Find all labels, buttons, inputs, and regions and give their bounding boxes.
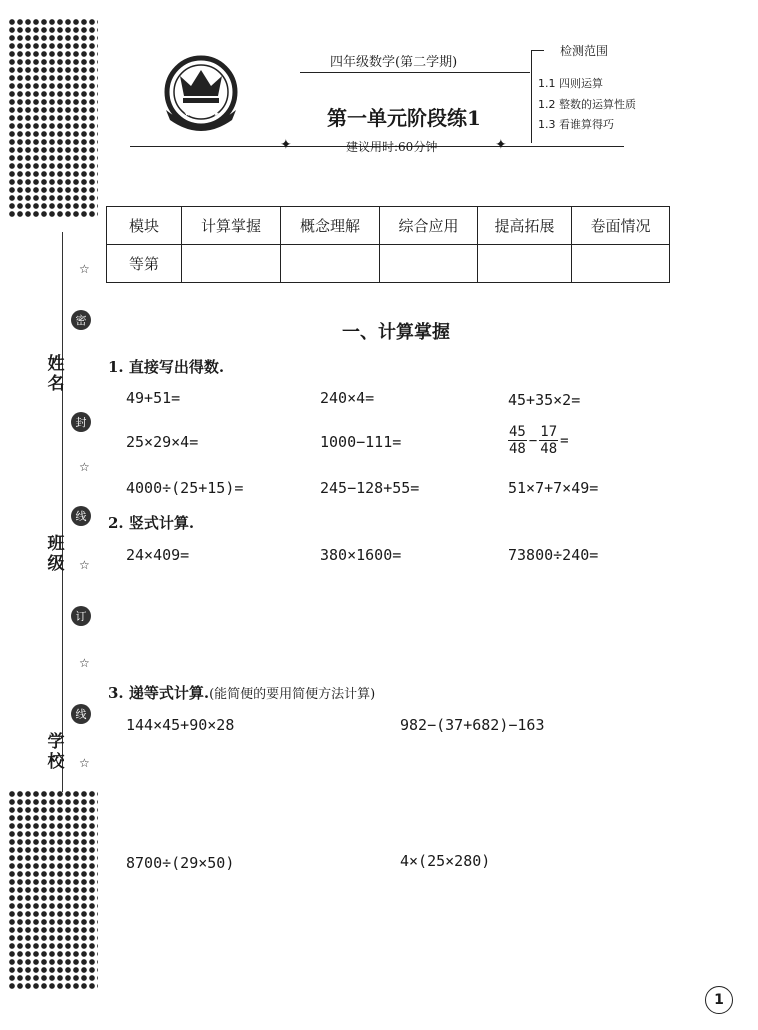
- q3-heading: 3. 递等式计算.: [108, 684, 210, 702]
- grade-cell: [182, 245, 281, 283]
- school-label: 学校: [47, 732, 65, 772]
- numerator: 17: [540, 424, 558, 440]
- q1-item: 245−128+55=: [320, 479, 420, 497]
- time-hint: 建议用时:60分钟: [346, 140, 438, 154]
- grade-cell: [478, 245, 572, 283]
- q2-item: 73800÷240=: [508, 546, 599, 564]
- q1-item: 45+35×2=: [508, 391, 581, 409]
- q1-item: 49+51=: [126, 389, 181, 407]
- section-title: 一、计算掌握: [342, 322, 450, 343]
- grade-cell: [281, 245, 380, 283]
- star-icon: ☆: [79, 262, 90, 276]
- header-cell-extension: 提高拓展: [478, 207, 572, 245]
- q1-item: 1000−111=: [320, 433, 402, 451]
- score-table: [106, 206, 670, 283]
- q1-item: 25×29×4=: [126, 433, 199, 451]
- header-cell-concept: 概念理解: [281, 207, 380, 245]
- name-label: 姓名: [47, 354, 65, 394]
- logo-stars: ★★★★★: [184, 110, 221, 118]
- q1-fraction-item: [508, 424, 569, 457]
- denominator: 48: [509, 441, 526, 457]
- star-icon: ☆: [79, 460, 90, 474]
- equals-sign: =: [560, 432, 569, 449]
- q3-item: 982−(37+682)−163: [400, 716, 545, 734]
- score-table-header-row: [107, 207, 670, 245]
- binding-pattern-top: [8, 18, 98, 218]
- seal-ding: 订: [71, 606, 91, 626]
- grade-cell: [380, 245, 478, 283]
- seal-xian-2: 线: [71, 704, 91, 724]
- page-number-badge: [705, 986, 733, 1014]
- seal-feng: 封: [71, 412, 91, 432]
- scope-title: 检测范围: [560, 44, 609, 58]
- q1-heading: 1. 直接写出得数.: [108, 358, 225, 376]
- q2-item: 380×1600=: [320, 546, 402, 564]
- seal-mi: 密: [71, 310, 91, 330]
- scope-item-1: 1.1 四则运算: [538, 77, 603, 90]
- diamond-icon: ✦: [495, 137, 507, 153]
- header-top-rule: [300, 72, 530, 73]
- class-label: 班级: [47, 534, 65, 574]
- seal-xian: 线: [71, 506, 91, 526]
- score-table-grade-row: [107, 245, 670, 283]
- grade-cell: [572, 245, 670, 283]
- binding-line: [62, 232, 63, 792]
- header-cell-neatness: 卷面情况: [572, 207, 670, 245]
- page-number: 1: [714, 992, 724, 1008]
- denominator: 48: [540, 441, 558, 457]
- header-cell-application: 综合应用: [380, 207, 478, 245]
- crown-logo: [158, 52, 244, 132]
- grade-row-label: 等第: [107, 245, 182, 283]
- header-cell-computation: 计算掌握: [182, 207, 281, 245]
- q2-item: 24×409=: [126, 546, 190, 564]
- q3-note: (能简便的要用简便方法计算): [209, 687, 376, 702]
- q1-item: 4000÷(25+15)=: [126, 479, 244, 497]
- header-cell-module: 模块: [107, 207, 182, 245]
- fraction: [508, 424, 527, 457]
- minus-sign: −: [528, 432, 538, 449]
- binding-pattern-bottom: [8, 790, 98, 990]
- diamond-icon: ✦: [280, 137, 292, 153]
- q2-heading: 2. 竖式计算.: [108, 514, 195, 532]
- star-icon: ☆: [79, 656, 90, 670]
- q3-item: 8700÷(29×50): [126, 854, 235, 872]
- q1-item: 240×4=: [320, 389, 375, 407]
- numerator: 45: [509, 424, 526, 440]
- q3-item: 144×45+90×28: [126, 716, 235, 734]
- star-icon: ☆: [79, 756, 90, 770]
- scope-item-3: 1.3 看谁算得巧: [538, 118, 614, 131]
- q3-item: 4×(25×280): [400, 852, 491, 870]
- fraction: [539, 424, 558, 457]
- book-title: 四年级数学(第二学期): [330, 55, 458, 70]
- star-icon: ☆: [79, 558, 90, 572]
- unit-title: 第一单元阶段练1: [327, 106, 481, 130]
- q1-item: 51×7+7×49=: [508, 479, 599, 497]
- q3-heading-row: [108, 682, 375, 703]
- scope-item-2: 1.2 整数的运算性质: [538, 98, 636, 111]
